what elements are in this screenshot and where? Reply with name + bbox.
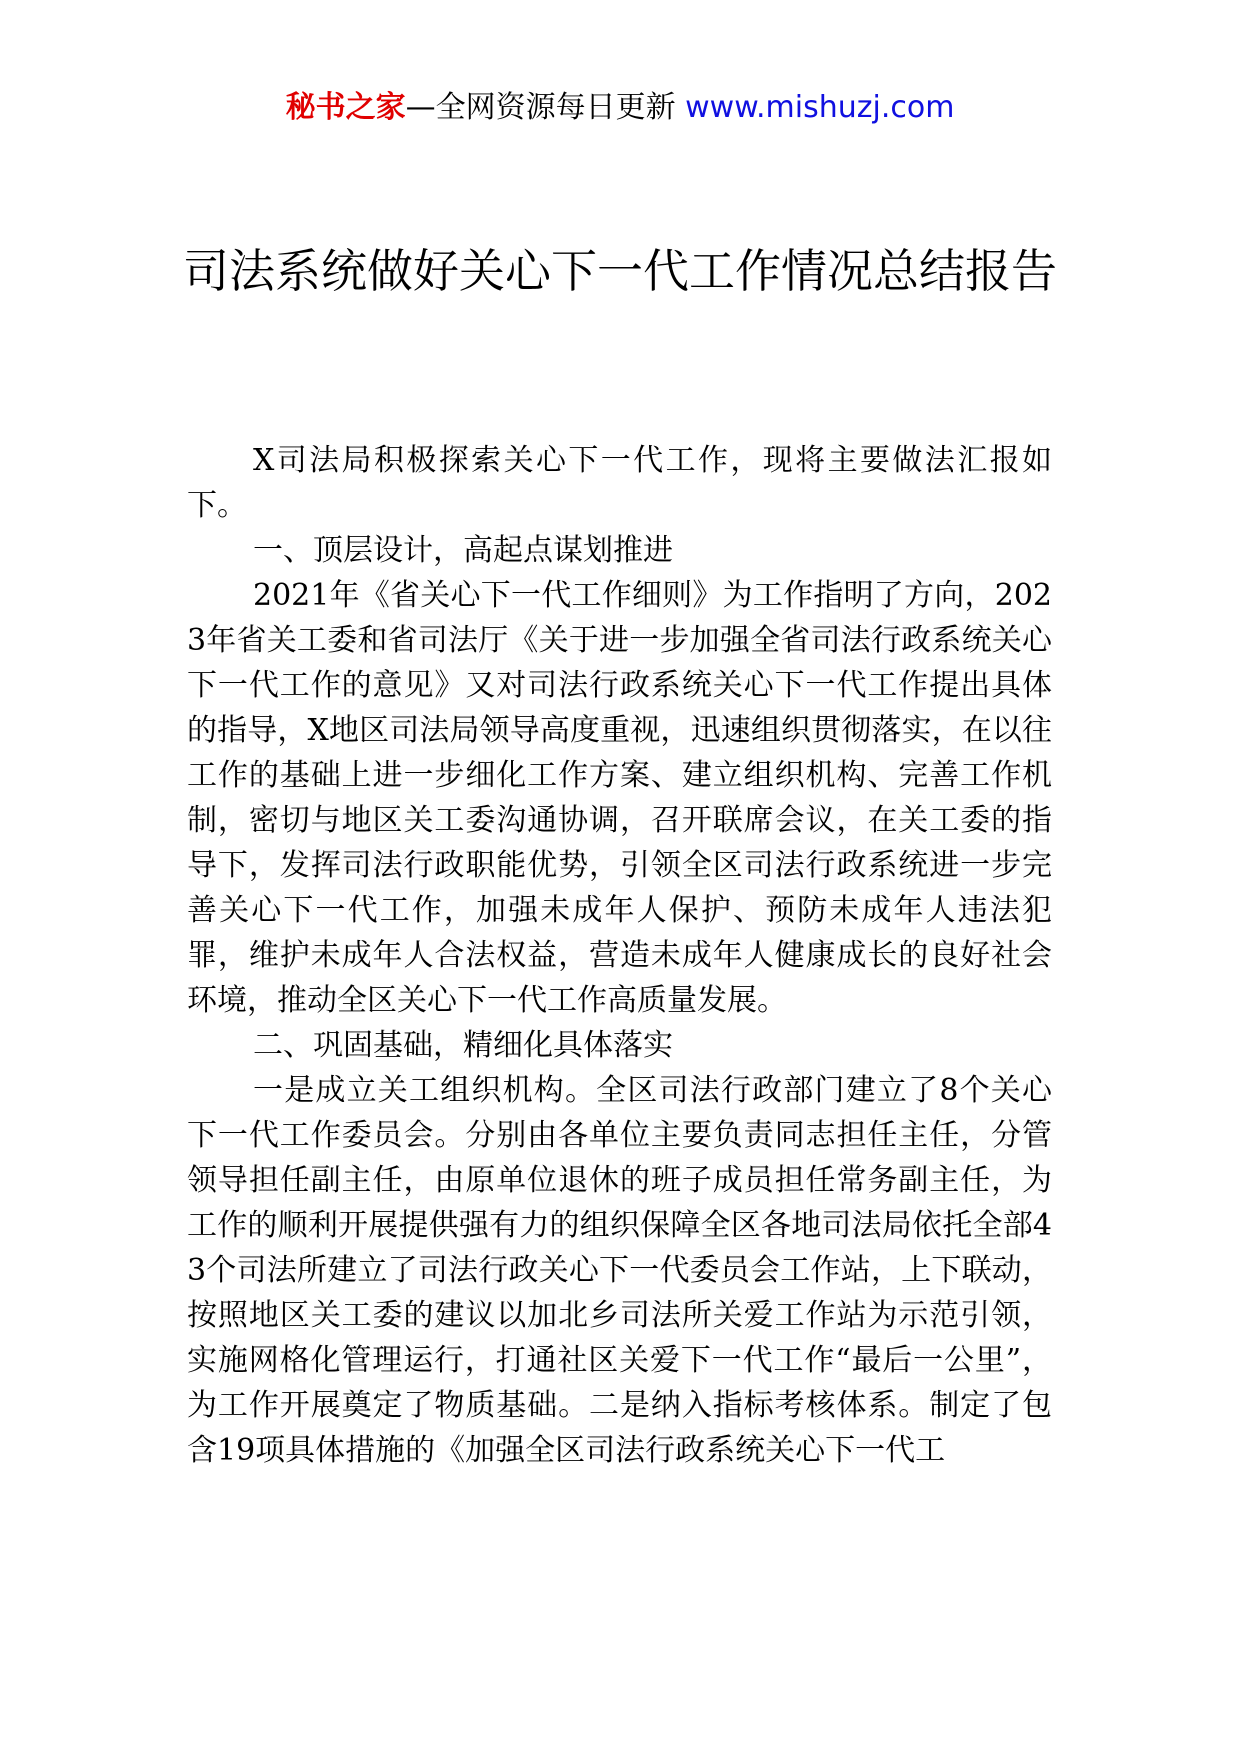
document-title: 司法系统做好关心下一代工作情况总结报告 xyxy=(183,244,1057,298)
body-paragraph-1: 2021年《省关心下一代工作细则》为工作指明了方向，2023年省关工委和省司法厅《关于进一步加强全省司法行政系统关心下一代工作的意见》又对司法行政系统关心下一代工作提出具体的指导，X地区司法局领导高度重视，迅速组织贯彻落实，在以往工作的基础上进一步细化工作方案、建立组织机构、完善工作机制，密切与地区关工委沟通协调，召开联席会议，在关工委的指导下，发挥司法行政职能优势，引领全区司法行政系统进一步完善关心下一代工作，加强未成年人保护、预防未成年人违法犯罪，维护未成年人合法权益，营造未成年人健康成长的良好社会环境，推动全区关心下一代工作高质量发展。 xyxy=(187,578,1052,1018)
site-header xyxy=(0,88,1240,128)
site-brand: 秘书之家 xyxy=(285,90,406,125)
intro-paragraph: X司法局积极探索关心下一代工作，现将主要做法汇报如下。 xyxy=(187,443,1052,523)
site-tagline: —全网资源每日更新 xyxy=(405,90,686,125)
site-url-link[interactable]: www.mishuzj.com xyxy=(685,90,955,125)
document-body xyxy=(187,438,1052,1473)
body-paragraph-2: 一是成立关工组织机构。全区司法行政部门建立了8个关心下一代工作委员会。分别由各单位主要负责同志担任主任，分管领导担任副主任，由原单位退休的班子成员担任常务副主任，为工作的顺利开展提供强有力的组织保障全区各地司法局依托全部43个司法所建立了司法行政关心下一代委员会工作站，上下联动，按照地区关工委的建议以加北乡司法所关爱工作站为示范引领，实施网格化管理运行，打通社区关爱下一代工作“最后一公里”，为工作开展奠定了物质基础。二是纳入指标考核体系。制定了包含19项具体措施的《加强全区司法行政系统关心下一代工 xyxy=(187,1073,1052,1468)
section-heading-2: 二、巩固基础，精细化具体落实 xyxy=(253,1028,673,1063)
section-heading-1: 一、顶层设计，高起点谋划推进 xyxy=(253,533,673,568)
